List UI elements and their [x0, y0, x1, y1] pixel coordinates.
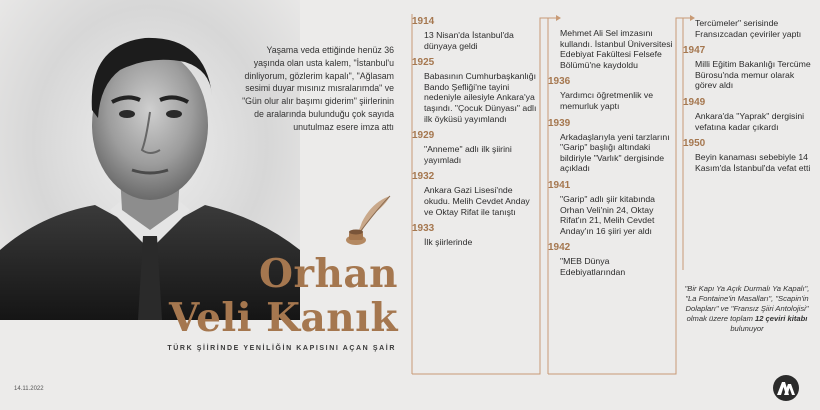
timeline-entry	[683, 45, 811, 91]
translations-note	[683, 284, 811, 334]
timeline-year: 1947	[683, 45, 706, 57]
timeline-text: Babasının Cumhurbaşkanlığı Bando Şefliği'ne tayini nedeniyle ailesiyle Ankara'ya taşındı. "Çocuk Dünyası" adlı ilk öyküsü yayımlandı	[424, 71, 537, 124]
timeline-year: 1941	[548, 179, 571, 191]
timeline-year: 1914	[412, 16, 435, 27]
timeline-text: Yardımcı öğretmenlik ve memurluk yaptı	[560, 90, 654, 111]
timeline-entry	[548, 180, 676, 236]
timeline-column-1	[412, 16, 540, 254]
timeline-entry	[548, 118, 676, 174]
timeline-year: 1942	[548, 242, 571, 254]
title-last-name: Veli Kanık	[168, 295, 398, 341]
timeline-entry	[548, 28, 676, 70]
publish-date: 14.11.2022	[14, 386, 44, 392]
timeline-year: 1939	[548, 117, 571, 129]
note-highlight: 12 çeviri kitabı	[755, 314, 808, 323]
timeline-text: İlk şiirlerinde	[424, 237, 473, 248]
timeline-text: Ankara'da "Yaprak" dergisini vefatına kadar çıkardı	[695, 110, 805, 132]
title-first-name: Orhan	[259, 251, 398, 297]
timeline-entry	[683, 18, 811, 39]
timeline-entry	[683, 97, 811, 132]
timeline-entry	[683, 138, 811, 173]
note-text-end: bulunuyor	[730, 324, 764, 333]
timeline-year: 1949	[683, 96, 706, 108]
timeline-text: Milli Eğitim Bakanlığı Tercüme Bürosu'nda memur olarak görev aldı	[695, 59, 811, 91]
timeline-text: Arkadaşlarıyla yeni tarzlarını "Garip" başlığı altındaki bildiriyle "Varlık" dergisinde açıkladı	[560, 131, 670, 174]
timeline-text: "MEB Dünya Edebiyatlarından	[560, 256, 626, 277]
page-title	[148, 252, 398, 340]
timeline-year: 1925	[412, 57, 435, 69]
quill-inkwell-icon	[342, 192, 394, 248]
timeline-text: 13 Nisan'da İstanbul'da dünyaya geldi	[424, 30, 514, 51]
aa-logo-icon	[772, 374, 800, 402]
timeline-year: 1932	[412, 171, 435, 183]
timeline-entry	[548, 242, 676, 277]
timeline-entry	[412, 130, 540, 165]
timeline-year: 1936	[548, 76, 571, 88]
subtitle: TÜRK ŞİİRİNDE YENİLİĞİN KAPISINI AÇAN ŞAİR	[167, 345, 396, 352]
timeline-column-2	[548, 16, 676, 284]
timeline-text: Tercümeler" serisinde Fransızcadan çeviriler yaptı	[695, 18, 802, 39]
timeline-year: 1933	[412, 223, 435, 235]
timeline-year: 1950	[683, 138, 706, 150]
timeline-text: "Garip" adlı şiir kitabında Orhan Veli'nin 24, Oktay Rifat'ın 21, Melih Cevdet Anday'ın 16 şiiri yer aldı	[560, 193, 656, 236]
quote-text: Yaşama veda ettiğinde henüz 36 yaşında olan usta kalem, "İstanbul'u dinliyorum, gözlerim kapalı", "Ağlasam sesimi duyar mısınız mısralarımda" ve "Gün olur alır başımı giderim" şiirlerinin de aralarında bulunduğu çok sayıda unutulmaz esere imza attı	[242, 45, 394, 132]
timeline-text: Beyin kanaması sebebiyle 14 Kasım'da İstanbul'da vefat etti	[695, 152, 811, 173]
timeline-year: 1929	[412, 130, 435, 142]
timeline-column-3	[683, 16, 811, 179]
timeline-entry	[412, 57, 540, 124]
timeline-entry	[412, 223, 540, 248]
timeline-text: Mehmet Ali Sel imzasını kullandı. İstanbul Üniversitesi Edebiyat Fakültesi Felsefe Bölümü'ne kaydoldu	[560, 28, 673, 70]
timeline-text: Ankara Gazi Lisesi'nde okudu. Melih Cevdet Anday ve Oktay Rifat ile tanıştı	[424, 185, 530, 217]
note-text: "Bir Kapı Ya Açık Durmalı Ya Kapalı", "La Fontaine'in Masalları", "Scapin'in Dolapları" ve "Fransız Şiiri Antolojisi" olmak üzere toplam	[684, 284, 810, 323]
timeline-entry	[548, 76, 676, 111]
timeline-entry	[412, 16, 540, 51]
timeline-entry	[412, 171, 540, 217]
timeline-text: "Anneme" adlı ilk şiirini yayımladı	[424, 144, 512, 165]
